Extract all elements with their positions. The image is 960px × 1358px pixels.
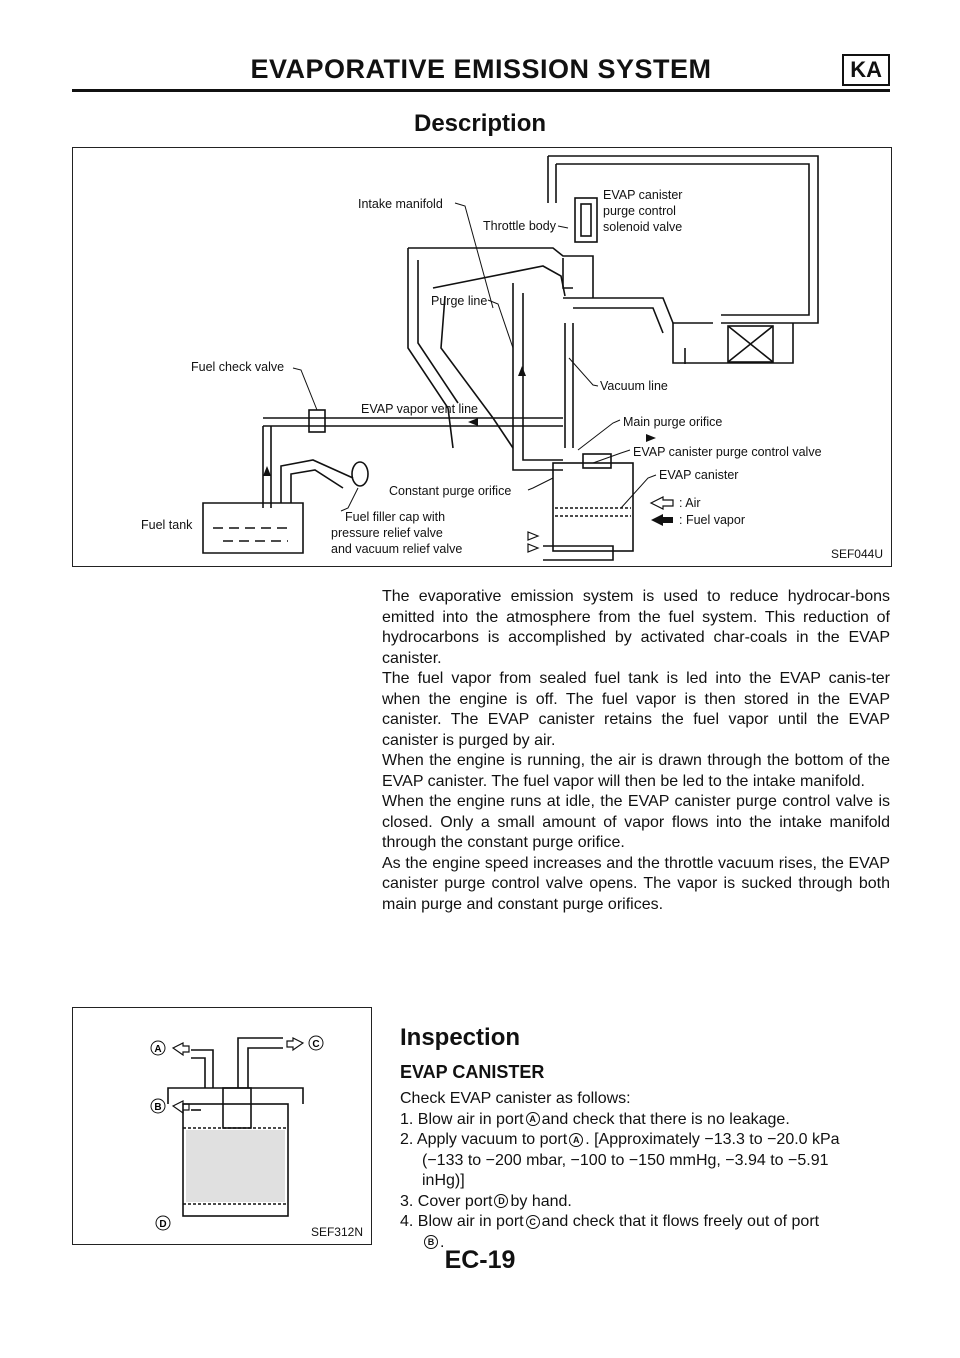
legend-fuel-vapor: : Fuel vapor <box>679 513 746 527</box>
label-main-purge-orifice: Main purge orifice <box>623 415 723 429</box>
port-c-label: C <box>312 1039 320 1050</box>
paragraph: The fuel vapor from sealed fuel tank is led into the EVAP canis-ter when the engine is off. The fuel vapor is then stored in the EVAP canister. The EVAP canister retains the fuel vapor until the EVAP canister is purged by air. <box>382 670 890 749</box>
air-arrow-icon <box>651 497 673 509</box>
air-arrow-icon <box>287 1038 303 1050</box>
figure-code: SEF312N <box>310 1225 363 1239</box>
label-evap-purge-valve: EVAP canister purge control valve <box>633 445 822 459</box>
paragraph: As the engine speed increases and the throttle vacuum rises, the EVAP canister purge control valve opens. The vapor is sucked through both main purge and constant purge orifices. <box>382 854 890 913</box>
fuel-vapor-arrow-icon <box>651 514 673 526</box>
step-2-cont: inHg)] <box>422 1172 465 1189</box>
label-vacuum-line: Vacuum line <box>600 379 668 393</box>
label-intake-manifold: Intake manifold <box>358 197 443 211</box>
page-number: EC-19 <box>444 1246 516 1274</box>
port-b-label: B <box>154 1102 162 1113</box>
step-4-cont: B . <box>400 1233 892 1254</box>
figure-code: SEF044U <box>830 547 883 561</box>
step-4: 4. Blow air in port C and check that it flows freely out of port <box>400 1213 820 1230</box>
air-arrow-icon <box>173 1043 189 1055</box>
canister-diagram <box>72 1007 372 1245</box>
canister-drawing <box>73 1008 371 1244</box>
step-1: 1. Blow air in port A and check that there is no leakage. <box>400 1110 790 1128</box>
page-header <box>72 52 890 92</box>
port-a-label: A <box>154 1044 162 1055</box>
label-filler-cap-3: and vacuum relief valve <box>331 542 463 556</box>
model-badge: KA <box>842 54 890 86</box>
inspection-subtitle: EVAP CANISTER <box>400 1062 545 1082</box>
label-throttle-body: Throttle body <box>483 219 556 233</box>
label-evap-solenoid-2: purge control <box>603 204 676 218</box>
description-title: Description <box>413 110 547 137</box>
step-2-cont: (−133 to −200 mbar, −100 to −150 mmHg, −3.94 to −5.91 <box>422 1151 829 1169</box>
label-evap-canister: EVAP canister <box>659 468 739 482</box>
label-evap-solenoid-3: solenoid valve <box>603 220 683 234</box>
step-3: 3. Cover port D by hand. <box>400 1192 572 1210</box>
paragraph: When the engine runs at idle, the EVAP canister purge control valve is closed. Only a small amount of vapor flows into the intake manifold through the constant purge orifice. <box>382 793 890 851</box>
air-arrow-icon <box>173 1101 189 1113</box>
label-fuel-check-valve: Fuel check valve <box>191 360 285 374</box>
evap-system-drawing <box>73 148 891 566</box>
label-purge-line: Purge line <box>431 294 488 308</box>
label-constant-purge-orifice: Constant purge orifice <box>389 484 512 498</box>
inspection-steps <box>400 1089 892 1253</box>
paragraph: The evaporative emission system is used to reduce hydrocar-bons emitted into the atmosphere from the fuel system. This reduction of hydrocarbons is accomplished by activated char-coals in the EVAP canister. <box>382 588 890 667</box>
header-title: EVAPORATIVE EMISSION SYSTEM <box>250 54 712 84</box>
paragraph: When the engine is running, the air is drawn through the bottom of the EVAP canister. The fuel vapor will then be led to the intake manifold. <box>382 752 890 790</box>
evap-system-diagram <box>72 147 892 567</box>
label-evap-vent-line: EVAP vapor vent line <box>361 402 478 416</box>
step-2: 2. Apply vacuum to port A . [Approximately −13.3 to −20.0 kPa <box>400 1131 840 1148</box>
label-filler-cap-2: pressure relief valve <box>331 526 443 540</box>
label-evap-solenoid-1: EVAP canister <box>603 188 683 202</box>
legend-air: : Air <box>679 496 701 510</box>
steps-intro: Check EVAP canister as follows: <box>400 1090 631 1107</box>
label-fuel-tank: Fuel tank <box>141 518 193 532</box>
description-body <box>382 587 890 915</box>
header-rule <box>72 89 890 92</box>
inspection-title: Inspection <box>400 1024 521 1051</box>
label-filler-cap-1: Fuel filler cap with <box>345 510 446 524</box>
port-d-label: D <box>159 1219 167 1230</box>
